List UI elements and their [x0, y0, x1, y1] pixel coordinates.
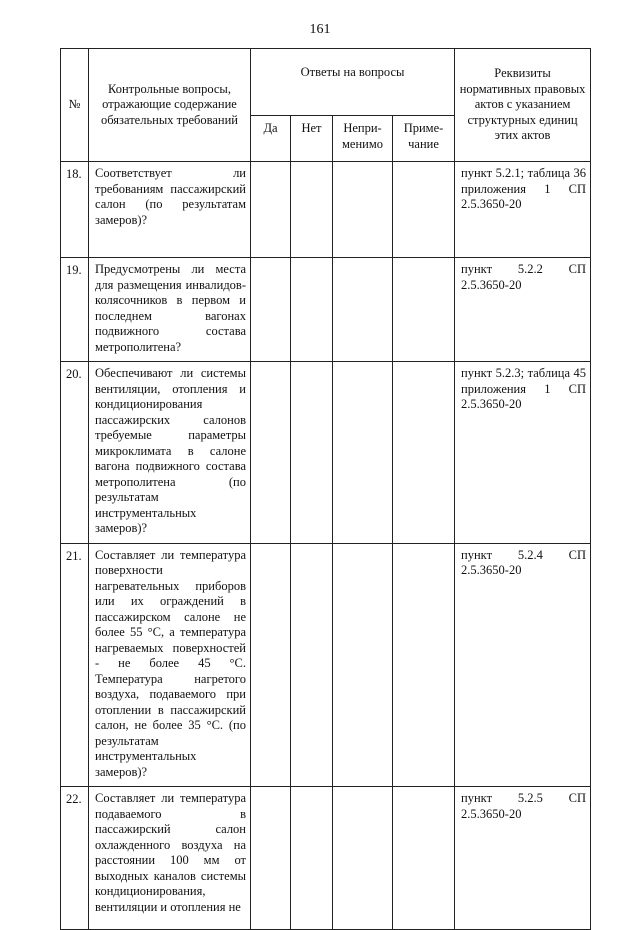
row-requirements: пункт 5.2.2 СП 2.5.3650-20	[455, 258, 591, 362]
row-requirements: пункт 5.2.3; таблица 45 приложения 1 СП 2.5.3650-20	[455, 362, 591, 544]
answer-yes-cell[interactable]	[251, 162, 291, 258]
table-row	[61, 543, 591, 787]
checklist-table	[60, 48, 591, 930]
answer-no-cell[interactable]	[291, 787, 333, 930]
answer-yes-cell[interactable]	[251, 787, 291, 930]
answer-note-cell[interactable]	[393, 362, 455, 544]
answer-na-cell[interactable]	[333, 362, 393, 544]
row-question: Обеспечивают ли системы вентиляции, отопления и кондиционирования пассажирских салонов требуемые параметры микроклимата в салоне вагона подвижного состава метрополитена (по результатам инструментальных замеров)?	[89, 362, 251, 544]
answer-no-cell[interactable]	[291, 362, 333, 544]
answer-na-cell[interactable]	[333, 258, 393, 362]
answer-na-cell[interactable]	[333, 787, 393, 930]
header-not-applicable: Непри-менимо	[333, 116, 393, 162]
header-control-questions: Контрольные вопросы, отражающие содержание обязательных требований	[89, 49, 251, 162]
answer-yes-cell[interactable]	[251, 543, 291, 787]
row-requirements: пункт 5.2.1; таблица 36 приложения 1 СП 2.5.3650-20	[455, 162, 591, 258]
table-row	[61, 787, 591, 930]
row-number: 22.	[61, 787, 89, 930]
answer-note-cell[interactable]	[393, 162, 455, 258]
header-requirements: Реквизиты нормативных правовых актов с указанием структурных единиц этих актов	[455, 49, 591, 162]
row-number: 18.	[61, 162, 89, 258]
row-question: Соответствует ли требованиям пассажирский салон (по результатам замеров)?	[89, 162, 251, 258]
header-yes: Да	[251, 116, 291, 162]
row-question: Составляет ли температура поверхности нагревательных приборов или их ограждений в пассажирском салоне не более 55 °C, а температура нагреваемых поверхностей - не более 45 °C. Температура нагретого воздуха, подаваемого при отоплении в пассажирский салон, не более 35 °C. (по результатам инструментальных замеров)?	[89, 543, 251, 787]
row-question: Предусмотрены ли места для размещения инвалидов-колясочников в первом и последнем вагонах подвижного состава метрополитена?	[89, 258, 251, 362]
answer-na-cell[interactable]	[333, 543, 393, 787]
header-no: Нет	[291, 116, 333, 162]
answer-note-cell[interactable]	[393, 787, 455, 930]
table-row	[61, 362, 591, 544]
answer-note-cell[interactable]	[393, 543, 455, 787]
answer-no-cell[interactable]	[291, 258, 333, 362]
page-number: 161	[309, 22, 331, 37]
row-number: 19.	[61, 258, 89, 362]
header-number: №	[61, 49, 89, 162]
answer-no-cell[interactable]	[291, 162, 333, 258]
table-row	[61, 258, 591, 362]
header-note: Приме-чание	[393, 116, 455, 162]
table-row	[61, 162, 591, 258]
answer-yes-cell[interactable]	[251, 258, 291, 362]
row-requirements: пункт 5.2.4 СП 2.5.3650-20	[455, 543, 591, 787]
row-number: 21.	[61, 543, 89, 787]
row-requirements: пункт 5.2.5 СП 2.5.3650-20	[455, 787, 591, 930]
answer-note-cell[interactable]	[393, 258, 455, 362]
answer-yes-cell[interactable]	[251, 362, 291, 544]
header-answers: Ответы на вопросы	[251, 49, 455, 116]
answer-na-cell[interactable]	[333, 162, 393, 258]
row-question: Составляет ли температура подаваемого в пассажирский салон охлажденного воздуха на расстоянии 100 мм от выходных каналов системы кондиционирования, вентиляции и отопления не	[89, 787, 251, 930]
answer-no-cell[interactable]	[291, 543, 333, 787]
row-number: 20.	[61, 362, 89, 544]
